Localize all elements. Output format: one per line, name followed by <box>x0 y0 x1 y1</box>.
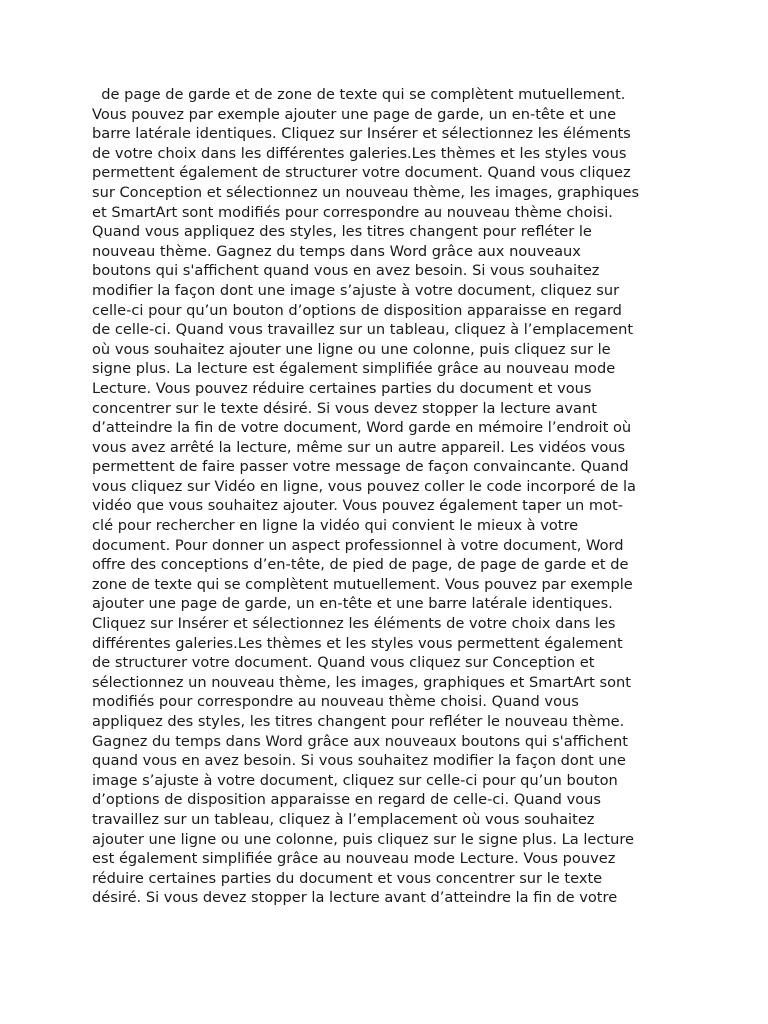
text-line: zone de texte qui se complètent mutuellement. Vous pouvez par exemple <box>92 575 633 593</box>
text-line: Vous pouvez par exemple ajouter une page de garde, un en-tête et une <box>92 105 617 123</box>
text-line: clé pour rechercher en ligne la vidéo qui convient le mieux à votre <box>92 517 579 535</box>
text-line: permettent également de structurer votre document. Quand vous cliquez <box>92 164 631 182</box>
text-line: sur Conception et sélectionnez un nouveau thème, les images, graphiques <box>92 183 640 201</box>
text-line: ajouter une ligne ou une colonne, puis cliquez sur le signe plus. La lecture <box>92 830 635 848</box>
text-line: modifier la façon dont une image s’ajuste à votre document, cliquez sur <box>92 281 620 299</box>
text-line: vous cliquez sur Vidéo en ligne, vous pouvez coller le code incorporé de la <box>92 477 636 495</box>
text-line: image s’ajuste à votre document, cliquez sur celle-ci pour qu’un bouton <box>92 771 618 789</box>
text-line: est également simplifiée grâce au nouveau mode Lecture. Vous pouvez <box>92 850 616 868</box>
text-line: quand vous en avez besoin. Si vous souhaitez modifier la façon dont une <box>92 752 626 770</box>
text-line: et SmartArt sont modifiés pour correspondre au nouveau thème choisi. <box>92 203 613 221</box>
text-line: désiré. Si vous devez stopper la lecture avant d’atteindre la fin de votre <box>92 889 618 907</box>
text-line: de votre choix dans les différentes galeries.Les thèmes et les styles vous <box>92 144 627 162</box>
text-line: différentes galeries.Les thèmes et les styles vous permettent également <box>92 634 623 652</box>
text-line: d’atteindre la fin de votre document, Word garde en mémoire l’endroit où <box>92 419 632 437</box>
text-line: Quand vous appliquez des styles, les titres changent pour refléter le <box>92 223 592 241</box>
text-line: de celle-ci. Quand vous travaillez sur un tableau, cliquez à l’emplacement <box>92 321 634 339</box>
text-line: celle-ci pour qu’un bouton d’options de disposition apparaisse en regard <box>92 301 622 319</box>
text-line: boutons qui s'affichent quand vous en avez besoin. Si vous souhaitez <box>92 262 600 280</box>
text-line: où vous souhaitez ajouter une ligne ou une colonne, puis cliquez sur le <box>92 340 611 358</box>
text-line: sélectionnez un nouveau thème, les images, graphiques et SmartArt sont <box>92 673 632 691</box>
text-line: Lecture. Vous pouvez réduire certaines parties du document et vous <box>92 379 592 397</box>
text-line: nouveau thème. Gagnez du temps dans Word grâce aux nouveaux <box>92 242 581 260</box>
text-line: Cliquez sur Insérer et sélectionnez les éléments de votre choix dans les <box>92 615 616 633</box>
text-line: document. Pour donner un aspect professionnel à votre document, Word <box>92 536 624 554</box>
text-line: réduire certaines parties du document et vous concentrer sur le texte <box>92 869 603 887</box>
text-line: travaillez sur un tableau, cliquez à l’emplacement où vous souhaitez <box>92 810 595 828</box>
text-line: appliquez des styles, les titres changent pour refléter le nouveau thème. <box>92 713 625 730</box>
text-line: modifiés pour correspondre au nouveau thème choisi. Quand vous <box>92 693 579 711</box>
text-line: de page de garde et de zone de texte qui se complètent mutuellement. <box>92 86 626 103</box>
text-line: ajouter une page de garde, un en-tête et une barre latérale identiques. <box>92 595 613 613</box>
text-line: signe plus. La lecture est également simplifiée grâce au nouveau mode <box>92 360 616 378</box>
text-line: vidéo que vous souhaitez ajouter. Vous pouvez également taper un mot- <box>92 497 623 515</box>
text-line: de structurer votre document. Quand vous cliquez sur Conception et <box>92 654 595 672</box>
body-text <box>92 85 692 908</box>
text-line: concentrer sur le texte désiré. Si vous devez stopper la lecture avant <box>92 399 597 417</box>
text-line: d’options de disposition apparaisse en regard de celle-ci. Quand vous <box>92 791 601 809</box>
text-line: permettent de faire passer votre message de façon convaincante. Quand <box>92 458 629 476</box>
text-line: Gagnez du temps dans Word grâce aux nouveaux boutons qui s'affichent <box>92 732 628 750</box>
text-line: vous avez arrêté la lecture, même sur un autre appareil. Les vidéos vous <box>92 438 626 456</box>
text-line: offre des conceptions d’en-tête, de pied de page, de page de garde et de <box>92 556 629 574</box>
text-line: barre latérale identiques. Cliquez sur Insérer et sélectionnez les éléments <box>92 125 631 143</box>
